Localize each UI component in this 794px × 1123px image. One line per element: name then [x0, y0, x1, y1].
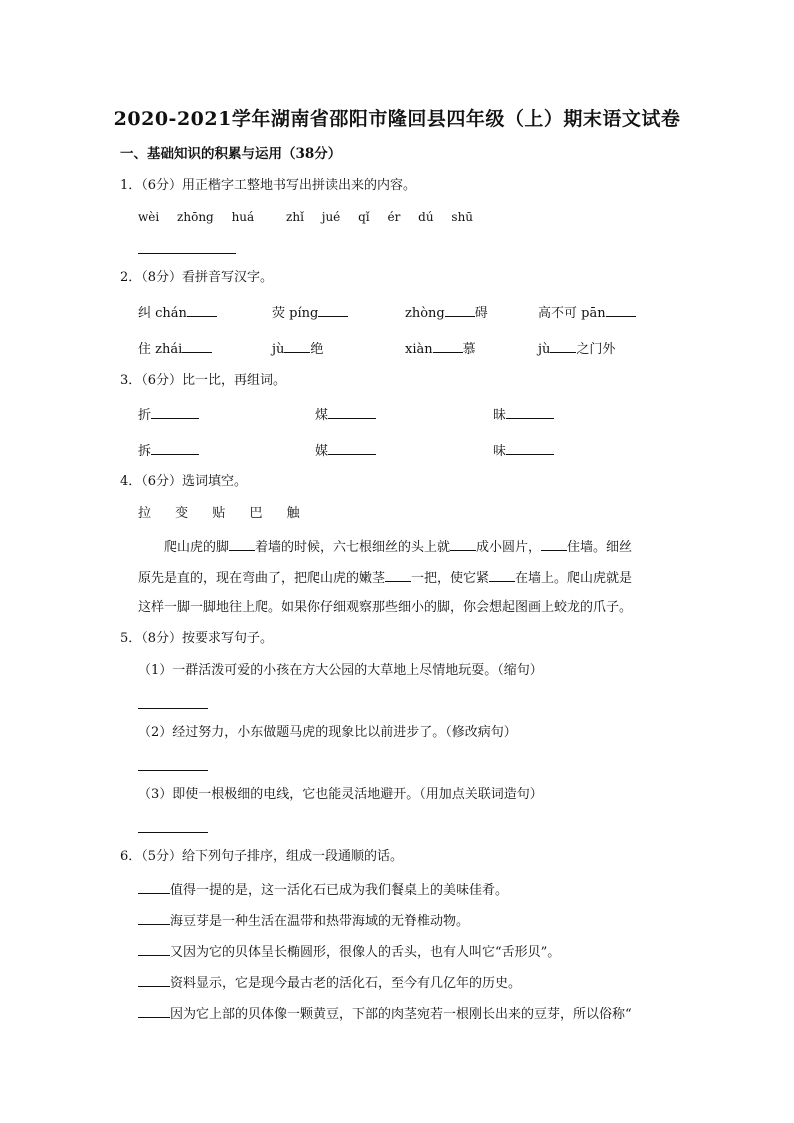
- order-sentence: [138, 1004, 632, 1024]
- sentence-text: 资料显示，它是现今最古老的活化石，至今有几亿年的历史。: [170, 976, 522, 991]
- answer-blank[interactable]: [385, 568, 411, 582]
- answer-blank[interactable]: [606, 303, 636, 317]
- answer-blank[interactable]: [138, 831, 208, 833]
- answer-blank[interactable]: [506, 405, 554, 419]
- passage-line: [164, 537, 632, 557]
- pinyin-syllable: ér: [387, 210, 401, 224]
- question-5-sub-2: （2）经过努力，小东做题马虎的现象比以前进步了。（修改病句）: [138, 725, 517, 740]
- sentence-text: 海豆芽是一种生活在温带和热带海域的无脊椎动物。: [170, 914, 470, 929]
- answer-blank[interactable]: [138, 707, 208, 709]
- answer-blank[interactable]: [433, 339, 463, 353]
- passage-line: [138, 568, 632, 588]
- item-text: 昧: [493, 408, 507, 423]
- order-blank[interactable]: [138, 880, 170, 894]
- answer-blank[interactable]: [187, 303, 217, 317]
- order-sentence: [138, 942, 560, 962]
- question-2-item: [405, 303, 488, 323]
- order-blank[interactable]: [138, 1004, 170, 1018]
- question-3-item: [493, 405, 554, 425]
- pinyin-syllable: dú: [418, 210, 434, 224]
- question-5-sub-3: （3）即使一根极细的电线，它也能灵活地避开。（用加点关联词造句）: [138, 787, 543, 802]
- answer-blank[interactable]: [138, 769, 208, 771]
- question-2-item: [138, 303, 217, 323]
- word-option: 变: [175, 506, 189, 521]
- question-1-pinyin: [138, 208, 487, 226]
- pinyin-syllable: jué: [321, 210, 341, 224]
- word-option: 巴: [249, 506, 263, 521]
- question-2-stem: 2．（8分）看拼音写汉字。: [120, 270, 274, 285]
- item-text: 住 zhái: [138, 342, 183, 357]
- order-sentence: [138, 973, 521, 993]
- question-4-stem: 4．（6分）选词填空。: [120, 474, 248, 489]
- passage-text: 着墙的时候，六七根细丝的头上就: [255, 540, 451, 555]
- item-text: 纠 chán: [138, 306, 187, 321]
- answer-blank[interactable]: [328, 441, 376, 455]
- item-text: 折: [138, 408, 152, 423]
- item-text: 绝: [310, 342, 324, 357]
- answer-blank[interactable]: [328, 405, 376, 419]
- word-option: 触: [286, 506, 300, 521]
- item-text: 味: [493, 444, 507, 459]
- question-5-stem: 5．（8分）按要求写句子。: [120, 631, 274, 646]
- question-2-item: [538, 339, 615, 359]
- item-text: 慕: [462, 342, 476, 357]
- section-heading: 一、基础知识的积累与运用（38分）: [120, 146, 342, 162]
- passage-text: 成小圆片，: [476, 540, 542, 555]
- question-3-item: [493, 441, 554, 461]
- item-text: 碍: [474, 306, 488, 321]
- question-3-stem: 3．（6分）比一比，再组词。: [120, 373, 287, 388]
- answer-blank[interactable]: [445, 303, 475, 317]
- answer-blank[interactable]: [182, 339, 212, 353]
- passage-text: 一把，使它紧: [411, 571, 490, 586]
- pinyin-syllable: zhōng: [177, 210, 214, 224]
- answer-blank[interactable]: [450, 537, 476, 551]
- passage-text: 住墙。细丝: [567, 540, 633, 555]
- passage-text: 原先是直的，现在弯曲了，把爬山虎的嫩茎: [138, 571, 386, 586]
- order-sentence: [138, 911, 469, 931]
- answer-blank[interactable]: [318, 303, 348, 317]
- answer-blank[interactable]: [506, 441, 554, 455]
- sentence-text: 值得一提的是，这一活化石已成为我们餐桌上的美味佳肴。: [170, 883, 509, 898]
- word-option: 贴: [212, 506, 226, 521]
- answer-blank[interactable]: [284, 339, 310, 353]
- item-text: 拆: [138, 444, 152, 459]
- pinyin-syllable: zhǐ: [286, 210, 304, 224]
- pinyin-syllable: shū: [451, 210, 474, 224]
- answer-blank[interactable]: [151, 441, 199, 455]
- pinyin-syllable: wèi: [138, 210, 160, 224]
- question-3-item: [138, 405, 199, 425]
- answer-blank[interactable]: [138, 252, 236, 254]
- order-sentence: [138, 880, 508, 900]
- question-1-stem: 1．（6分）用正楷字工整地书写出拼读出来的内容。: [120, 178, 417, 193]
- sentence-text: 又因为它的贝体呈长椭圆形，很像人的舌头，也有人叫它“舌形贝”。: [170, 945, 561, 960]
- question-3-item: [315, 405, 376, 425]
- item-text: 荧 píng: [272, 306, 319, 321]
- question-6-stem: 6．（5分）给下列句子排序，组成一段通顺的话。: [120, 849, 404, 864]
- answer-blank[interactable]: [229, 537, 255, 551]
- passage-text: 在墙上。爬山虎就是: [515, 571, 633, 586]
- question-3-item: [138, 441, 199, 461]
- question-2-item: [538, 303, 636, 323]
- pinyin-syllable: huá: [231, 210, 255, 224]
- item-text: jù: [272, 342, 285, 357]
- order-blank[interactable]: [138, 973, 170, 987]
- item-text: xiàn: [405, 342, 433, 357]
- question-3-item: [315, 441, 376, 461]
- item-text: 媒: [315, 444, 329, 459]
- passage-text: 爬山虎的脚: [164, 540, 230, 555]
- question-2-item: [272, 303, 348, 323]
- word-option: 拉: [138, 506, 152, 521]
- question-2-item: [405, 339, 476, 359]
- answer-blank[interactable]: [550, 339, 576, 353]
- pinyin-syllable: qǐ: [358, 210, 370, 224]
- item-text: jù: [538, 342, 551, 357]
- exam-title: 2020-2021学年湖南省邵阳市隆回县四年级（上）期末语文试卷: [113, 108, 681, 130]
- answer-blank[interactable]: [151, 405, 199, 419]
- word-bank: [138, 505, 300, 523]
- item-text: 煤: [315, 408, 329, 423]
- item-text: 之门外: [576, 342, 616, 357]
- question-2-item: [272, 339, 323, 359]
- question-2-item: [138, 339, 212, 359]
- answer-blank[interactable]: [489, 568, 515, 582]
- item-text: zhòng: [405, 306, 445, 321]
- passage-line: 这样一脚一脚地往上爬。如果你仔细观察那些细小的脚，你会想起图画上蛟龙的爪子。: [138, 600, 633, 615]
- sentence-text: 因为它上部的贝体像一颗黄豆，下部的肉茎宛若一根刚长出来的豆芽，所以俗称“: [170, 1007, 632, 1022]
- item-text: 高不可 pān: [538, 306, 606, 321]
- order-blank[interactable]: [138, 942, 170, 956]
- order-blank[interactable]: [138, 911, 170, 925]
- answer-blank[interactable]: [541, 537, 567, 551]
- question-5-sub-1: （1）一群活泼可爱的小孩在方大公园的大草地上尽情地玩耍。（缩句）: [138, 663, 543, 678]
